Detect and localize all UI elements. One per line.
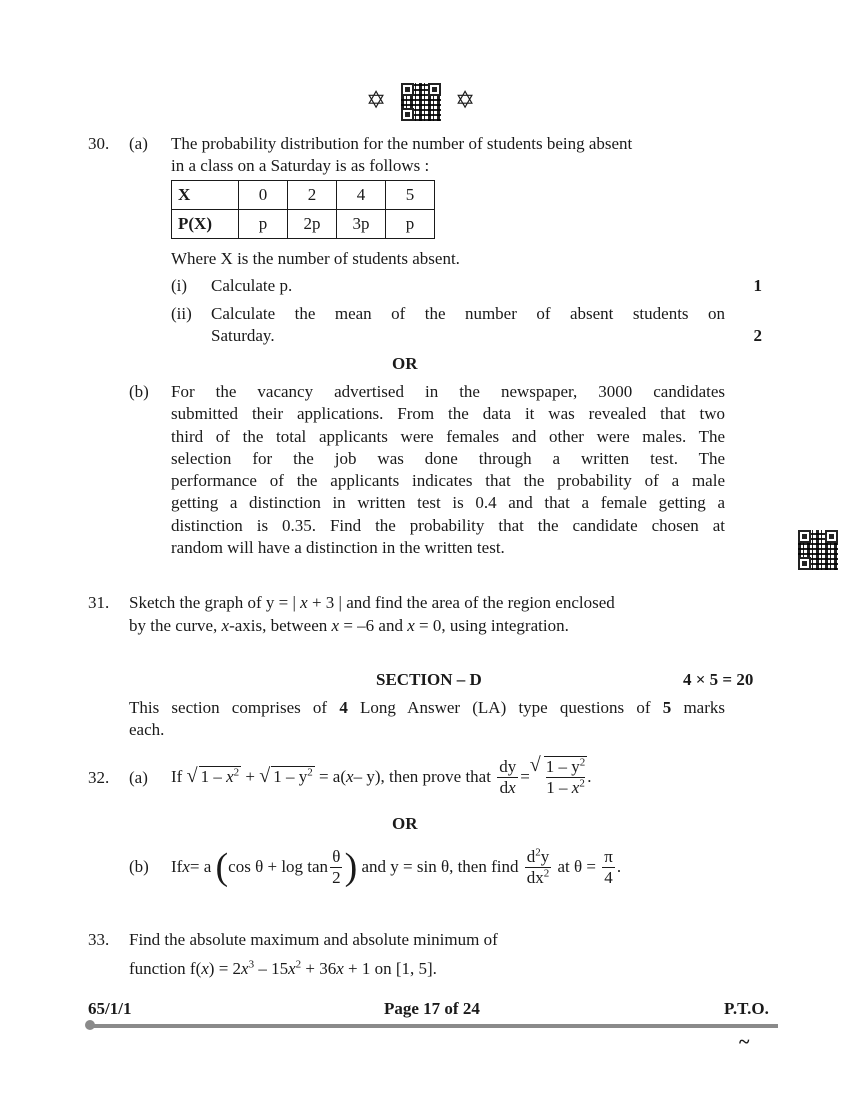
part-label-a: (a): [129, 768, 148, 787]
table-cell: X: [172, 181, 239, 210]
question-text: The probability distribution for the number of students being absent: [171, 134, 633, 153]
sub-label-i: (i): [171, 276, 188, 295]
question-text: by the curve, x-axis, between x = –6 and x = 0, using integration.: [129, 616, 569, 635]
text-line: For the vacancy advertised in the newspaper, 3000 candidates: [171, 382, 725, 401]
table-row: [172, 181, 435, 210]
sub-label-ii: (ii): [171, 304, 192, 323]
page-number: Page 17 of 24: [384, 999, 480, 1018]
marks-value: 1: [753, 276, 762, 295]
question-number: 31.: [88, 593, 110, 612]
table-cell: 2: [288, 181, 337, 210]
part-label-b: (b): [129, 382, 149, 401]
probability-distribution-table: [171, 180, 435, 239]
or-separator: OR: [392, 354, 418, 373]
footer-rule-dot: [85, 1020, 95, 1030]
qr-code-side: [798, 530, 838, 570]
star-of-david-icon-right: ✡: [455, 88, 476, 114]
qr-code-top: [401, 83, 441, 121]
tilde-mark: ~: [739, 1031, 750, 1053]
question-text: Find the absolute maximum and absolute minimum of: [129, 930, 498, 949]
text-line: selection for the job was done through a written test. The: [171, 448, 725, 468]
text-line: distinction is 0.35. Find the probability that the candidate chosen at: [171, 515, 725, 535]
question-text: in a class on a Saturday is as follows :: [171, 156, 430, 175]
star-of-david-icon-left: ✡: [366, 88, 387, 114]
equation-32b: If x = a ( cos θ + log tan $\frac{\theta}{2}$ ) and y = sin θ, then find $\frac{d^2y}{dx^2}$ at θ = $\frac{\pi}{4}$ .: [171, 845, 622, 888]
table-cell: 3p: [337, 210, 386, 239]
table-cell: 0: [239, 181, 288, 210]
table-cell: 2p: [288, 210, 337, 239]
section-marks: 4 × 5 = 20: [683, 670, 754, 689]
part-label-b: (b): [129, 857, 149, 876]
marks-value: 2: [753, 326, 762, 345]
pto-label: P.T.O.: [724, 999, 769, 1018]
table-cell: 4: [337, 181, 386, 210]
table-cell: 5: [386, 181, 435, 210]
section-description: each.: [129, 720, 165, 739]
question-text: function $f(x) = 2x^3 - 15x^2 + 36x + 1$ on [1, 5].: [129, 958, 437, 978]
question-text: Calculate p.: [211, 276, 293, 295]
section-title: SECTION – D: [376, 670, 482, 689]
question-number: 32.: [88, 768, 110, 787]
question-text: Where X is the number of students absent.: [171, 249, 460, 268]
text-line: performance of the applicants indicates that the probability of a male: [171, 471, 725, 491]
question-text: Saturday.: [211, 326, 275, 345]
text-line: submitted their applications. From the data it was revealed that two: [171, 404, 725, 424]
section-description: This section comprises of 4 Long Answer (LA) type questions of 5 marks: [129, 698, 726, 717]
question-text: Calculate the mean of the number of absent students on: [211, 304, 725, 323]
equation-32a: If √ $1 - x^2$ + √ $1 - y^2$ = a( x – y), then prove that $\frac{dy}{dx}$ = √ $\frac{1 - y^2}{1 - x^2}$ .: [171, 752, 592, 802]
question-text-block: [171, 381, 725, 559]
table-row: [172, 210, 435, 239]
table-cell: p: [239, 210, 288, 239]
paper-code: 65/1/1: [88, 999, 132, 1018]
text-line: random will have a distinction in the written test.: [171, 538, 505, 558]
question-number: 30.: [88, 134, 110, 153]
table-cell: p: [386, 210, 435, 239]
or-separator: OR: [392, 814, 418, 833]
text-line: third of the total applicants were females and other were males. The: [171, 426, 725, 446]
footer-rule: [90, 1024, 778, 1028]
question-number: 33.: [88, 930, 110, 949]
text-line: getting a distinction in written test is 0.4 and that a female getting a: [171, 493, 725, 513]
part-label-a: (a): [129, 134, 148, 153]
question-text: Sketch the graph of y = | x + 3 | and find the area of the region enclosed: [129, 593, 615, 612]
table-cell: P(X): [172, 210, 239, 239]
